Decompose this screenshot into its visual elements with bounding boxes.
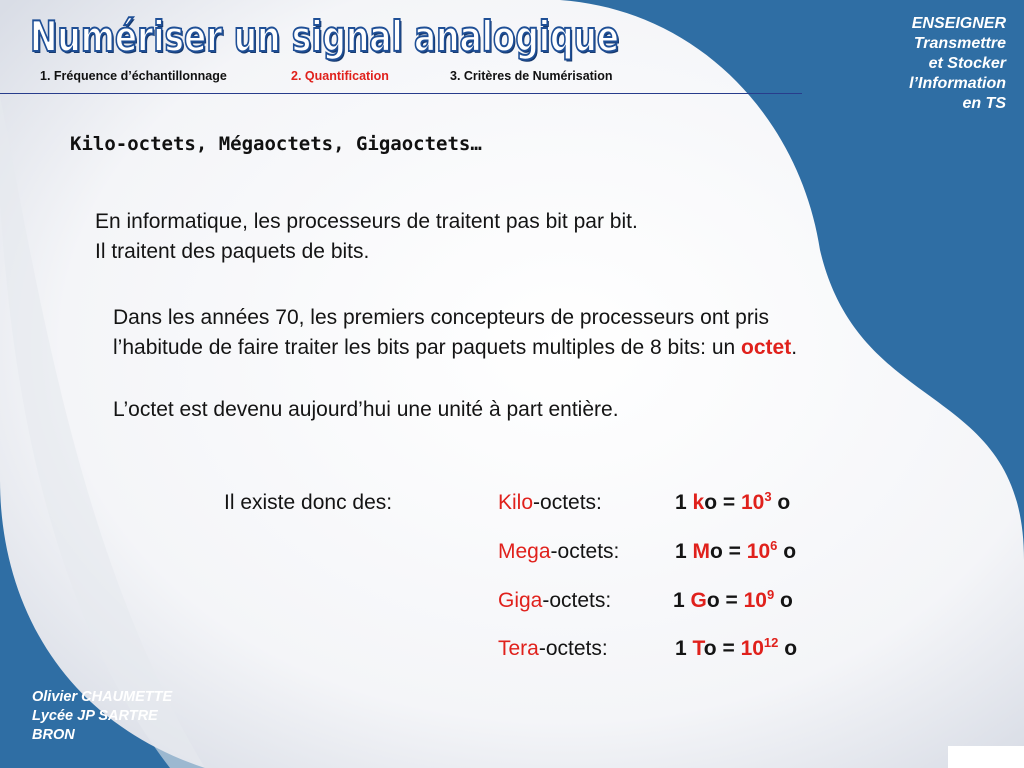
unit-mid: o = — [706, 589, 744, 612]
unit-equation-kilo — [675, 491, 790, 515]
unit-suffix: -octets: — [542, 589, 612, 612]
author-line: Olivier CHAUMETTE — [32, 689, 173, 705]
unit-mid: o = — [704, 491, 741, 514]
section-heading: Kilo-octets, Mégaoctets, Gigaoctets… — [70, 133, 482, 155]
corner-line: l’Information — [909, 75, 1006, 92]
corner-white-box — [948, 746, 1024, 768]
unit-name-tera — [498, 637, 608, 661]
paragraph-text: . — [791, 336, 798, 359]
unit-symbol: o — [778, 637, 798, 660]
unit-power: 10 — [743, 589, 767, 612]
paragraph-text: l’habitude de faire traiter les bits par paquets multiples de 8 bits: un — [113, 336, 742, 359]
unit-equation-giga — [673, 589, 793, 613]
unit-one: 1 — [675, 637, 693, 660]
nav-frequence[interactable]: 1. Fréquence d’échantillonnage — [40, 69, 227, 83]
unit-power: 10 — [740, 637, 764, 660]
unit-prefix: Giga — [498, 589, 543, 612]
author-block — [32, 688, 172, 745]
unit-one: 1 — [675, 491, 693, 514]
unit-suffix: -octets: — [550, 540, 620, 563]
unit-letter: M — [692, 540, 711, 563]
unit-one: 1 — [675, 540, 693, 563]
paragraph-1 — [95, 207, 638, 267]
corner-subtitle — [846, 14, 1006, 114]
paragraph-line: En informatique, les processeurs de traitent pas bit par bit. — [95, 210, 638, 233]
unit-one: 1 — [673, 589, 691, 612]
unit-exponent: 3 — [764, 489, 772, 504]
unit-symbol: o — [774, 589, 793, 612]
unit-mid: o = — [710, 540, 747, 563]
paragraph-line — [113, 333, 797, 363]
unit-symbol: o — [777, 540, 797, 563]
unit-exponent: 12 — [763, 635, 779, 650]
unit-suffix: -octets: — [533, 491, 602, 514]
unit-prefix: Kilo — [498, 491, 534, 514]
unit-prefix: Tera — [498, 637, 539, 660]
paragraph-line: Dans les années 70, les premiers concepteurs de processeurs ont pris — [113, 306, 770, 329]
unit-letter: G — [690, 589, 707, 612]
corner-line: et Stocker — [928, 55, 1006, 72]
unit-name-mega — [498, 540, 619, 564]
unit-suffix: -octets: — [538, 637, 608, 660]
unit-equation-tera — [675, 637, 797, 661]
corner-line: Transmettre — [913, 35, 1006, 52]
unit-equation-mega — [675, 540, 796, 564]
slide-title: Numériser un signal analogique — [30, 12, 619, 61]
unit-symbol: o — [771, 491, 791, 514]
unit-mid: o = — [703, 637, 741, 660]
nav-quantification[interactable]: 2. Quantification — [291, 69, 389, 83]
unit-power: 10 — [740, 491, 765, 514]
paragraph-line: Il traitent des paquets de bits. — [95, 240, 370, 263]
paragraph-2 — [113, 303, 797, 363]
author-line: Lycée JP SARTRE — [32, 708, 158, 724]
author-line: BRON — [32, 727, 75, 743]
nav-criteres[interactable]: 3. Critères de Numérisation — [450, 69, 613, 83]
header-divider — [0, 93, 802, 94]
unit-name-giga — [498, 589, 611, 613]
unit-exponent: 9 — [766, 587, 775, 602]
paragraph-3: L’octet est devenu aujourd’hui une unité à part entière. — [113, 398, 619, 421]
unit-letter: T — [692, 637, 704, 660]
octet-highlight: octet — [741, 336, 792, 359]
unit-exponent: 6 — [770, 538, 778, 553]
corner-line: ENSEIGNER — [911, 15, 1006, 32]
unit-name-kilo — [498, 491, 602, 515]
unit-prefix: Mega — [498, 540, 551, 563]
units-intro: Il existe donc des: — [224, 491, 393, 514]
corner-line: en TS — [962, 95, 1006, 112]
unit-power: 10 — [746, 540, 771, 563]
unit-letter: k — [692, 491, 705, 514]
